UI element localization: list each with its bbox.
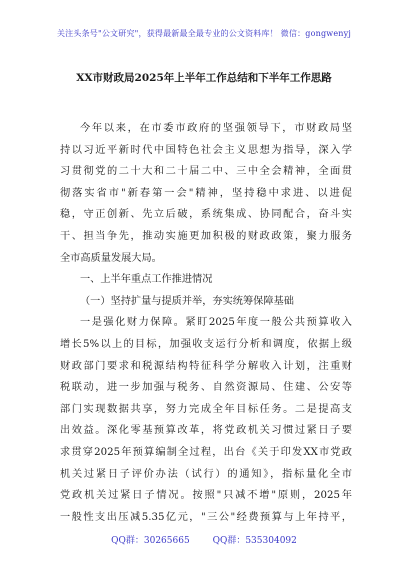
subsection-heading: （一）坚持扩量与提质并举，夯实统筹保障基础 <box>80 295 294 307</box>
paragraph-line: 增长5%以上的目标，加强收支运行分析和调度，依据上级 <box>60 338 352 350</box>
intro-line: 习贯彻党的二十大和二十届二中、三中全会精神，全面贯 <box>60 166 352 178</box>
intro-line: 持以习近平新时代中国特色社会主义思想为指导，深入学 <box>60 144 352 156</box>
intro-line: 干、担当争先，推动实施更加积极的财政政策，聚力服务 <box>60 230 352 242</box>
intro-line: 今年以来，在市委市政府的坚强领导下，市财政局坚 <box>80 123 352 134</box>
paragraph-line: 财政部门要求和税源结构特征科学分解收入计划，注重财 <box>60 360 352 372</box>
paragraph-line: 税联动，进一步加强与税务、自然资源局、住建、公安等 <box>60 382 352 394</box>
intro-line: 全市高质量发展大局。 <box>60 252 162 264</box>
footer-contact <box>0 533 408 546</box>
footer-qq-group-1: QQ群：30265665 <box>111 536 190 546</box>
paragraph-line: 部门实现数据共享，努力完成全年目标任务。二是提高支 <box>60 403 352 415</box>
section-heading: 一、上半年重点工作推进情况 <box>80 274 213 286</box>
intro-line: 稳，守正创新、先立后破，系统集成、协同配合，奋斗实 <box>60 209 352 221</box>
document-title: XX市财政局2025年上半年工作总结和下半年工作思路 <box>76 72 332 84</box>
document-body <box>60 118 352 528</box>
paragraph-line: 出效益。深化零基预算改革，将党政机关习惯过紧日子要 <box>60 425 352 437</box>
footer-qq-group-2: QQ群：535304092 <box>212 536 297 546</box>
top-banner: 关注头条号"公文研究"，获得最新最全最专业的公文资料库！ 微信：gongwenyj <box>56 29 352 38</box>
paragraph-line: 一是强化财力保障。紧盯2025年度一般公共预算收入 <box>80 317 352 329</box>
paragraph-line: 一般性支出压减5.35亿元，"三公"经费预算与上年持平， <box>60 511 352 523</box>
intro-line: 彻落实省市"新春第一会"精神，坚持稳中求进、以进促 <box>60 187 352 199</box>
paragraph-line: 机关过紧日子评价办法（试行）的通知》，指标量化全市 <box>60 468 352 480</box>
paragraph-line: 求贯穿2025年预算编制全过程，出台《关于印发XX市党政 <box>60 446 352 458</box>
paragraph-line: 党政机关过紧日子情况。按照"只减不增"原则，2025年 <box>60 490 352 502</box>
